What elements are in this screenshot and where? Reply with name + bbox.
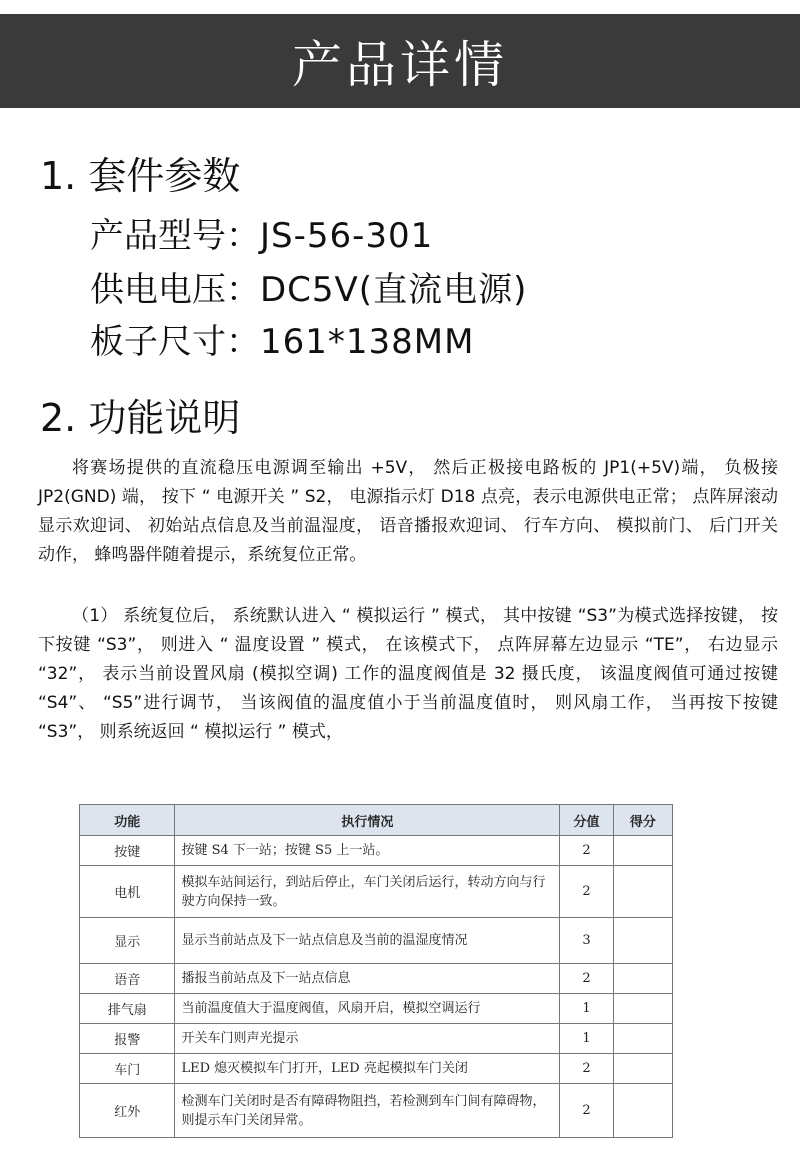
row-obtained [613,1084,672,1138]
table-row [80,866,673,918]
row-obtained [613,1054,672,1084]
row-score: 2 [560,1054,613,1084]
table-row [80,1024,673,1054]
row-obtained [613,836,672,866]
row-function: 电机 [80,866,175,918]
row-function: 显示 [80,918,175,964]
table-row [80,836,673,866]
row-function: 排气扇 [80,994,175,1024]
row-description: 当前温度值大于温度阀值，风扇开启，模拟空调运行 [175,994,560,1024]
row-description: 模拟车站间运行，到站后停止，车门关闭后运行，转动方向与行驶方向保持一致。 [175,866,560,918]
param-voltage-value: DC5V(直流电源) [260,270,528,310]
header-score: 分值 [560,805,613,836]
row-score: 2 [560,866,613,918]
header-execution: 执行情况 [175,805,560,836]
table-row [80,1054,673,1084]
row-score: 2 [560,964,613,994]
table-row [80,964,673,994]
row-description: 显示当前站点及下一站点信息及当前的温湿度情况 [175,918,560,964]
param-model-value: JS-56-301 [260,216,434,256]
row-score: 3 [560,918,613,964]
table-row [80,918,673,964]
table-row [80,994,673,1024]
header-function: 功能 [80,805,175,836]
row-description: 按键 S4 下一站；按键 S5 上一站。 [175,836,560,866]
param-size-label: 板子尺寸： [90,322,260,362]
row-obtained [613,1024,672,1054]
header-banner [0,14,800,108]
scoring-table [79,804,673,1138]
section2-heading: 2. 功能说明 [40,396,241,440]
param-size [90,320,474,364]
row-obtained [613,964,672,994]
table-header-row [80,805,673,836]
row-function: 按键 [80,836,175,866]
row-function: 红外 [80,1084,175,1138]
row-description: 播报当前站点及下一站点信息 [175,964,560,994]
banner-title: 产品详情 [292,36,508,94]
param-voltage [90,268,527,312]
row-function: 报警 [80,1024,175,1054]
function-paragraph-1: 将赛场提供的直流稳压电源调至输出 +5V， 然后正极接电路板的 JP1(+5V)端， 负极接 JP2(GND) 端， 按下 “ 电源开关 ” S2， 电源指示灯 D18 点亮，表示电源供电正常； 点阵屏滚动显示欢迎词、 初始站点信息及当前温湿度， 语音播报欢迎词、 行车方向、 模拟前门、 后门开关动作， 蜂鸣器伴随着提示，系统复位正常。 [38,458,778,565]
row-obtained [613,866,672,918]
row-score: 1 [560,1024,613,1054]
row-obtained [613,994,672,1024]
row-score: 2 [560,1084,613,1138]
row-description: LED 熄灭模拟车门打开，LED 亮起模拟车门关闭 [175,1054,560,1084]
row-score: 2 [560,836,613,866]
section1-heading: 1. 套件参数 [40,154,241,198]
row-obtained [613,918,672,964]
row-function: 语音 [80,964,175,994]
row-description: 开关车门则声光提示 [175,1024,560,1054]
param-model-label: 产品型号： [90,216,260,256]
param-size-value: 161*138MM [260,322,475,362]
param-voltage-label: 供电电压： [90,270,260,310]
row-score: 1 [560,994,613,1024]
row-description: 检测车门关闭时是否有障碍物阻挡，若检测到车门间有障碍物，则提示车门关闭异常。 [175,1084,560,1138]
table-row [80,1084,673,1138]
param-model [90,214,433,258]
header-obtained: 得分 [613,805,672,836]
row-function: 车门 [80,1054,175,1084]
function-paragraph-2: （1） 系统复位后， 系统默认进入 “ 模拟运行 ” 模式， 其中按键 “S3”为模式选择按键， 按下按键 “S3”， 则进入 “ 温度设置 ” 模式， 在该模式下， 点阵屏幕左边显示 “TE”， 右边显示 “32”， 表示当前设置风扇 (模拟空调) 工作的温度阀值是 32 摄氏度， 该温度阀值可通过按键 “S4”、 “S5”进行调节， 当该阀值的温度值小于当前温度值时， 则风扇工作， 当再按下按键 “S3”， 则系统返回 “ 模拟运行 ” 模式， [38,606,778,742]
